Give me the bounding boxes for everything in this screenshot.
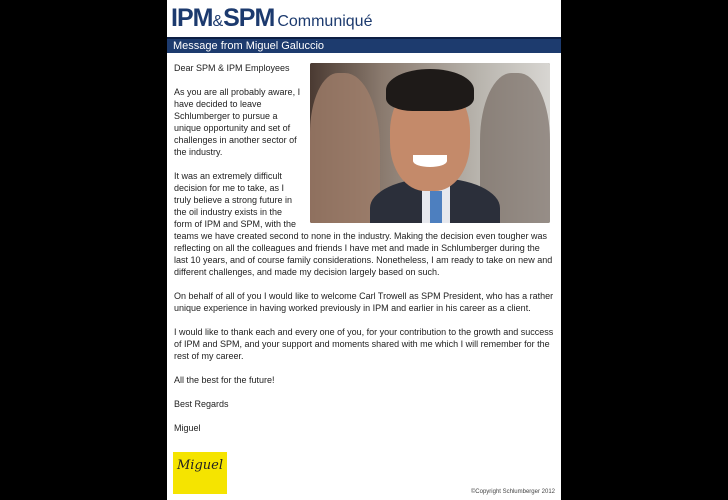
signature-text: Miguel bbox=[177, 458, 224, 473]
letter-regards: Best Regards bbox=[174, 399, 229, 409]
letter-paragraph: As you are all probably aware, I have decided to leave Schlumberger to pursue a unique opportunity and set of challenges in another sector of the industry. bbox=[174, 87, 301, 157]
masthead bbox=[167, 0, 561, 37]
copyright-text: ©Copyright Schlumberger 2012 bbox=[470, 489, 555, 495]
letter-greeting: Dear SPM & IPM Employees bbox=[174, 63, 290, 73]
banner-title: Message from Miguel Galuccio bbox=[167, 37, 561, 53]
letter-signoff: Miguel bbox=[174, 423, 201, 433]
letter-body bbox=[174, 62, 554, 446]
letter-paragraph: It was an extremely difficult decision for me to take, as I truly believe a strong future in the oil industry exists in the form of IPM and SPM, with the teams we have created second to none in the industry. Making the decision even tougher was reflecting on all the colleagues and friends I have met and made in Schlumberger during the last 10 years, and of course family considerations. Nonetheless, I am ready to take on new and different challenges, and made my decision largely based on such. bbox=[174, 171, 553, 277]
logo-ipm: IPM bbox=[171, 4, 213, 32]
portrait-photo bbox=[310, 63, 550, 223]
communique-page bbox=[167, 0, 561, 500]
letter-paragraph: On behalf of all of you I would like to welcome Carl Trowell as SPM President, who has a rather unique experience in having worked previously in IPM and earlier in his career as a client. bbox=[174, 291, 554, 313]
letter-closing: All the best for the future! bbox=[174, 375, 275, 385]
ipm-spm-communique-logo bbox=[171, 4, 372, 33]
logo-spm: SPM bbox=[223, 4, 275, 32]
logo-communique: Communiqué bbox=[277, 13, 373, 30]
letter-paragraph: I would like to thank each and every one of you, for your contribution to the growth and success of IPM and SPM, and your support and moments shared with me which I will remember for the rest of my career. bbox=[174, 327, 554, 361]
signature-image bbox=[173, 452, 227, 494]
logo-ampersand: & bbox=[212, 13, 224, 30]
